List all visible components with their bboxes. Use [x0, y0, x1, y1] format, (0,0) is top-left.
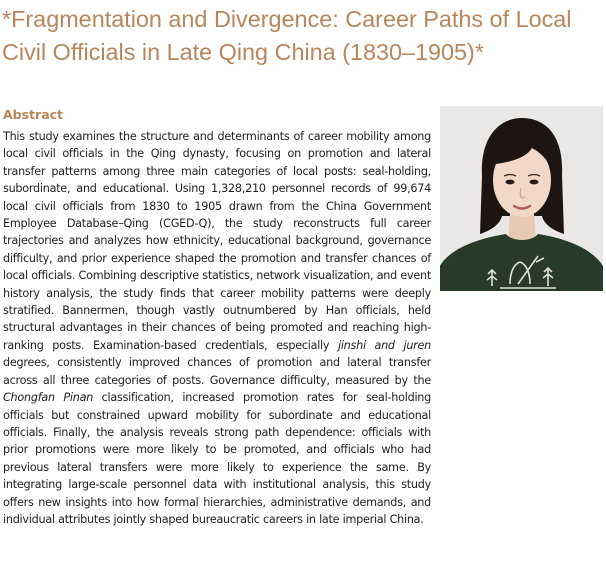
abstract-term-chongfan-pinan: Chongfan Pinan	[3, 391, 94, 405]
author-portrait	[440, 106, 603, 291]
abstract-term-jinshi-juren: jinshi and juren	[337, 338, 431, 352]
paper-title: *Fragmentation and Divergence: Career Paths of Local Civil Officials in Late Qing China (1830–1905)*	[2, 6, 572, 65]
portrait-neck	[508, 214, 536, 240]
abstract-text-part-2: degrees, consistently improved chances of promotion and lateral transfer across all three categories of posts. Governance difficulty, measured by the	[3, 356, 431, 387]
abstract-text-part-3: classification, increased promotion rates for seal-holding officials but constrained upward mobility for subordinate and educational officials. Finally, the analysis reveals strong path dependence: officials with prior promotions were more likely to be promoted, and officials who had previous lateral transfers were more likely to experience the same. By integrating large-scale personnel data with institutional analysis, this study offers new insights into how formal hierarchies, administrative demands, and individual attributes jointly shaped bureaucratic careers in late imperial China.	[3, 391, 431, 526]
abstract-heading: Abstract	[3, 107, 64, 122]
portrait-left-eye	[506, 180, 515, 185]
abstract-text-part-1: This study examines the structure and determinants of career mobility among local civil officials in the Qing dynasty, focusing on promotion and lateral transfer patterns among three main categories of local posts: seal-holding, subordinate, and educational. Using 1,328,210 personnel records of 99,674 local civil officials from 1830 to 1905 drawn from the China Government Employee Database–Qing (CGED-Q), the study reconstructs full career trajectories and analyzes how ethnicity, educational background, governance difficulty, and prior experience shaped the promotion and transfer chances of local officials. Combining descriptive statistics, network visualization, and event history analysis, the study finds that career mobility patterns were deeply stratified. Bannermen, though vastly outnumbered by Han officials, held structural advantages in their chances of being promoted and reaching high-ranking posts. Examination-based credentials, especially	[3, 130, 431, 352]
abstract-text	[3, 128, 431, 528]
portrait-right-eye	[530, 180, 539, 185]
author-portrait-illustration	[440, 106, 603, 291]
